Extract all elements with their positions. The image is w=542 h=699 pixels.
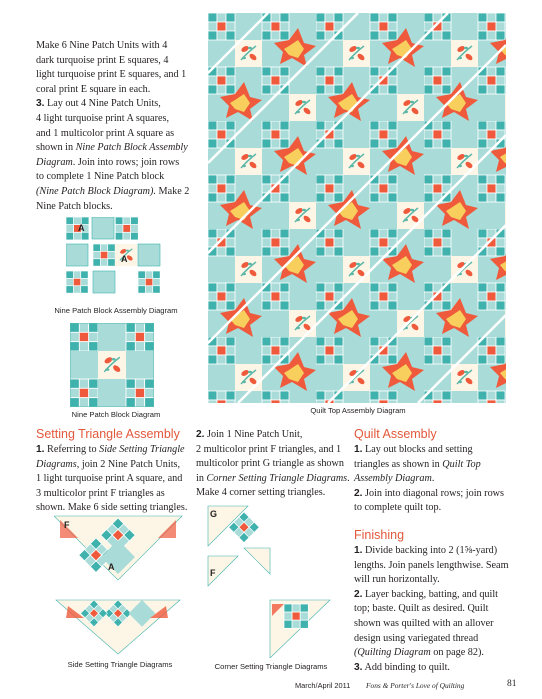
intro-line: dark turquoise print E squares, 4: [36, 54, 169, 66]
block-caption: Nine Patch Block Diagram: [71, 410, 161, 419]
step-3-line: Nine Patch blocks.: [36, 200, 113, 212]
label-a: A: [78, 223, 85, 233]
label-f: F: [64, 520, 70, 530]
label-a: A: [121, 254, 128, 264]
setting-step-2: [196, 428, 356, 501]
quilt-top-caption: Quilt Top Assembly Diagram: [310, 406, 406, 415]
text-line: 2. Layer backing, batting, and quilt: [354, 588, 499, 600]
text-line: 2 multicolor print F triangles, and 1: [196, 443, 342, 455]
assembly-caption: Nine Patch Block Assembly Diagram: [54, 306, 178, 315]
text-line: top; baste. Quilt as desired. Quilt: [354, 603, 489, 615]
intro-line: Make 6 Nine Patch Units with 4: [36, 40, 168, 51]
text-line: 3 multicolor print F triangles as: [36, 487, 165, 499]
nine-patch-block-diagram: [70, 323, 154, 407]
text-line: shown was quilted with an allover: [354, 617, 494, 629]
text-line: 2. Join 1 Nine Patch Unit,: [196, 429, 303, 440]
side-setting-triangle-diagrams: [54, 508, 184, 658]
quilt-top-assembly-diagram: [208, 13, 506, 403]
step-3-line: 4 light turquoise print A squares,: [36, 112, 169, 124]
text-line: in Corner Setting Triangle Diagrams.: [196, 472, 350, 484]
text-line: 1. Referring to Side Setting Triangle: [36, 444, 185, 455]
text-line: will run horizontally.: [354, 574, 440, 586]
text-line: 2. Join into diagonal rows; join rows: [354, 487, 504, 499]
text-line: design using variegated thread: [354, 632, 479, 644]
side-caption: Side Setting Triangle Diagrams: [67, 660, 173, 669]
step-3-line: and 1 multicolor print A square as: [36, 127, 175, 139]
footer-magazine: Fons & Porter's Love of Quilting: [366, 681, 465, 690]
step-3-line: to complete 1 Nine Patch block: [36, 171, 165, 183]
label-a: A: [108, 562, 115, 572]
label-f: F: [210, 568, 216, 578]
intro-text: [36, 39, 204, 214]
text-line: Diagrams, join 2 Nine Patch Units,: [36, 458, 181, 470]
setting-step-1: [36, 443, 196, 516]
corner-setting-triangle-diagrams: [200, 500, 340, 658]
text-line: shown. Make 6 side setting triangles.: [36, 502, 188, 514]
page-number: 81: [507, 679, 517, 689]
text-line: Assembly Diagram.: [354, 473, 435, 485]
text-line: (Quilting Diagram on page 82).: [354, 647, 484, 659]
text-line: 1. Divide backing into 2 (1⅝-yard): [354, 545, 498, 556]
finishing-heading: Finishing: [354, 528, 405, 542]
text-line: triangles as shown in Quilt Top: [354, 458, 481, 470]
setting-triangle-heading: Setting Triangle Assembly: [36, 427, 180, 441]
step-3-line: shown in Nine Patch Block Assembly: [36, 142, 188, 154]
text-line: to complete quilt top.: [354, 502, 442, 514]
intro-line: light turquoise print E squares, and 1: [36, 69, 187, 81]
finishing-steps: [354, 544, 524, 675]
label-g: G: [210, 509, 218, 519]
step-3-line: (Nine Patch Block Diagram). Make 2: [36, 185, 190, 197]
text-line: 3. Add binding to quilt.: [354, 661, 450, 673]
footer-issue: March/April 2011: [295, 681, 351, 690]
intro-line: coral print E square in each.: [36, 83, 151, 95]
text-line: lengths. Join panels lengthwise. Seam: [354, 559, 509, 571]
text-line: multicolor print G triangle as shown: [196, 458, 344, 470]
text-line: 1 light turquoise print A square, and: [36, 473, 183, 485]
step-3: 3. Lay out 4 Nine Patch Units,: [36, 98, 161, 110]
step-3-line: Diagram. Join into rows; join rows: [36, 156, 180, 168]
text-line: 1. Lay out blocks and setting: [354, 444, 473, 455]
text-line: Make 4 corner setting triangles.: [196, 487, 326, 499]
corner-caption: Corner Setting Triangle Diagrams: [214, 662, 328, 671]
quilt-steps: [354, 443, 514, 516]
quilt-assembly-heading: Quilt Assembly: [354, 427, 437, 441]
nine-patch-assembly-diagram: [66, 217, 162, 297]
